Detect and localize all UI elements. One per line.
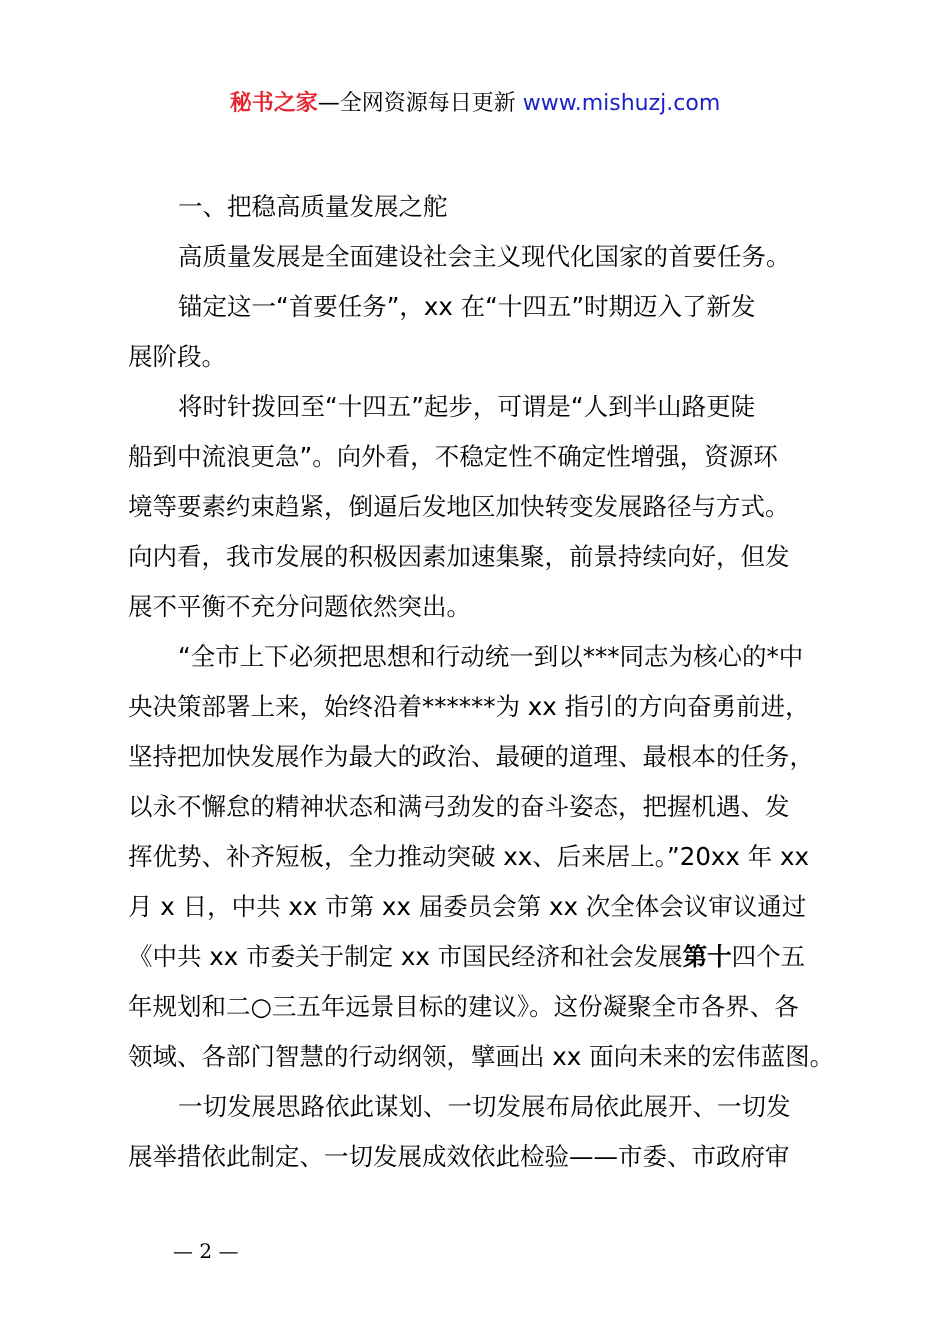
- paragraph-line: 月 x 日，中共 xx 市第 xx 届委员会第 xx 次全体会议审议通过: [128, 892, 807, 921]
- line-text: 《中共 xx 市委关于制定 xx 市国民经济和社会发展: [128, 942, 683, 971]
- document-body: [128, 182, 834, 1182]
- section-heading: 一、把稳高质量发展之舵: [178, 192, 448, 221]
- paragraph-line: 将时针拨回至“十四五”起步，可谓是“人到半山路更陡: [178, 392, 756, 421]
- bold-text: 第十: [682, 942, 732, 971]
- line-text: 四个五: [731, 942, 806, 971]
- paragraph-line: 高质量发展是全面建设社会主义现代化国家的首要任务。: [178, 242, 791, 271]
- paragraph-line: 展举措依此制定、一切发展成效依此检验——市委、市政府审: [128, 1142, 790, 1171]
- page-number: — 2 —: [173, 1239, 239, 1263]
- site-header: [0, 86, 950, 122]
- paragraph-line: 锚定这一“首要任务”，xx 在“十四五”时期迈入了新发: [178, 292, 756, 321]
- header-slogan: —全网资源每日更新: [317, 91, 523, 116]
- paragraph-line: 以永不懈怠的精神状态和满弓劲发的奋斗姿态，把握机遇、发: [128, 792, 790, 821]
- paragraph-line: “全市上下必须把思想和行动统一到以***同志为核心的*中: [178, 642, 804, 671]
- paragraph-line: 领域、各部门智慧的行动纲领，擘画出 xx 面向未来的宏伟蓝图。: [128, 1042, 835, 1071]
- paragraph-line: 挥优势、补齐短板，全力推动突破 xx、后来居上。”20xx 年 xx: [128, 842, 809, 871]
- paragraph-line: 坚持把加快发展作为最大的政治、最硬的道理、最根本的任务，: [128, 742, 814, 771]
- site-url-link[interactable]: www.mishuzj.com: [522, 91, 721, 116]
- paragraph-line-with-bold: [128, 932, 834, 982]
- paragraph-line: 向内看，我市发展的积极因素加速集聚，前景持续向好，但发: [128, 542, 790, 571]
- brand-name: 秘书之家: [229, 91, 318, 116]
- paragraph-line: 一切发展思路依此谋划、一切发展布局依此展开、一切发: [178, 1092, 791, 1121]
- paragraph-line: 展阶段。: [128, 342, 226, 371]
- paragraph-line: 央决策部署上来，始终沿着******为 xx 指引的方向奋勇前进，: [128, 692, 810, 721]
- paragraph-line: 境等要素约束趋紧，倒逼后发地区加快转变发展路径与方式。: [128, 492, 790, 521]
- paragraph-line: 展不平衡不充分问题依然突出。: [128, 592, 471, 621]
- paragraph-line: 年规划和二○三五年远景目标的建议》。这份凝聚全市各界、各: [128, 992, 799, 1021]
- paragraph-line: 船到中流浪更急”。向外看，不稳定性不确定性增强，资源环: [128, 442, 778, 471]
